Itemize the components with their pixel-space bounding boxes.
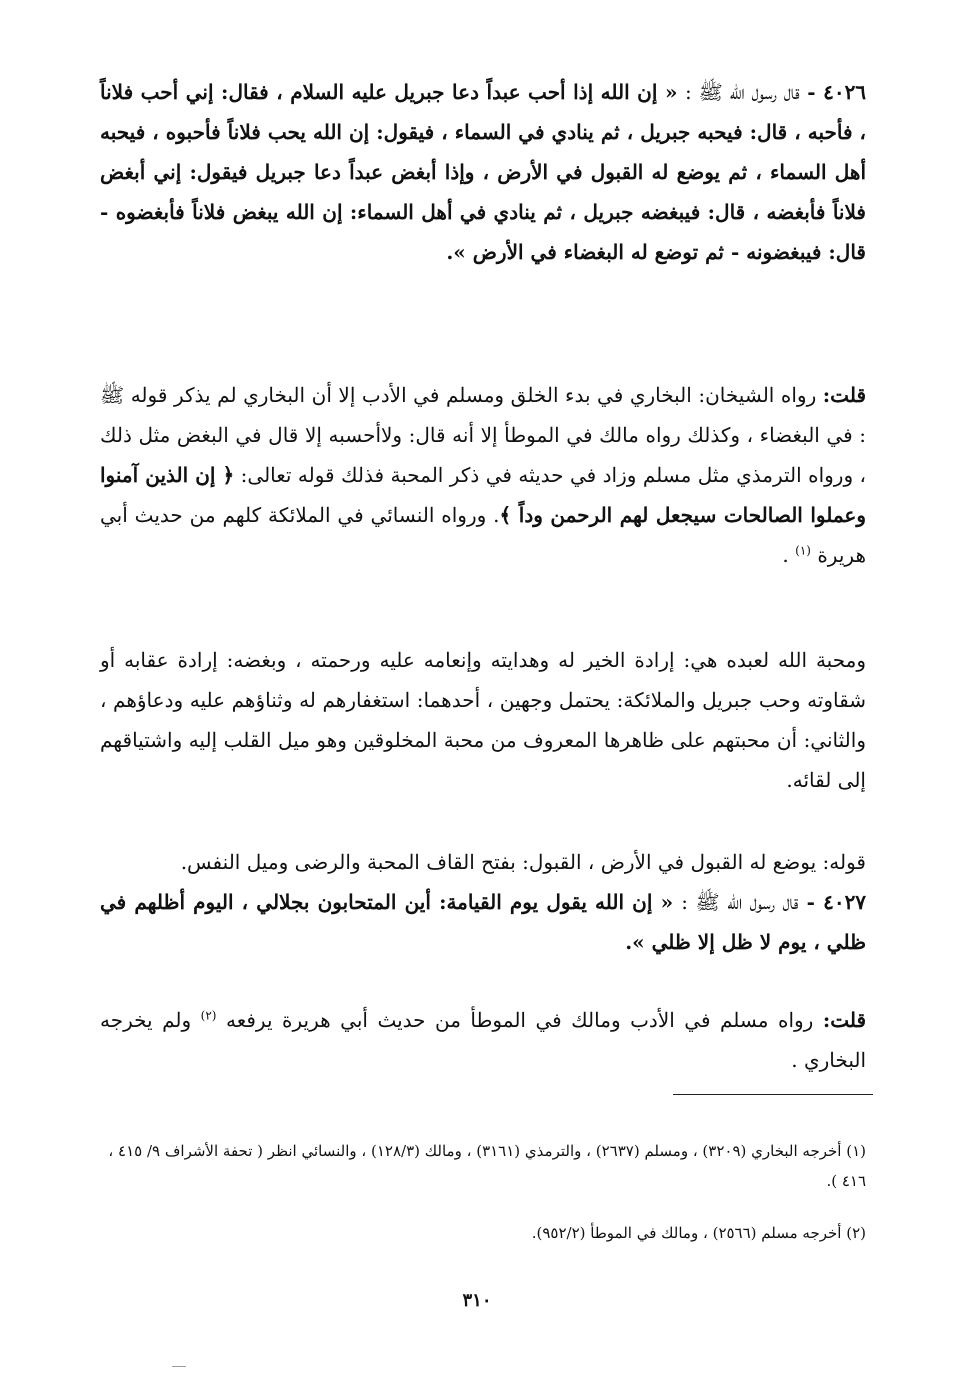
hadith-text: « إن الله يقول يوم القيامة: أين المتحابون بجلالي ، اليوم أظلهم في ظلي ، يوم لا ظل إلا ظلي ». — [100, 890, 866, 954]
footnote-2: (٢) أخرجه مسلم (٢٥٦٦) ، ومالك في الموطأ (٩٥٢/٢). — [531, 1224, 866, 1242]
commentary-text: رواه الشيخان: البخاري في بدء الخلق ومسلم في الأدب إلا أن البخاري لم يذكر قوله ﷺ : في البغضاء ، وكذلك رواه مالك في الموطأ إلا أنه قال: ولاأحسبه إلا قال في البغض مثل ذلك ، ورواه الترمذي مثل مسلم وزاد في حديثه في ذكر المحبة فذلك قوله تعالى: — [100, 383, 867, 487]
hadith-4027 — [100, 882, 866, 962]
explanation-acceptance: قوله: يوضع له القبول في الأرض ، القبول: بفتح القاف المحبة والرضى وميل النفس. — [180, 850, 866, 874]
hadith-number: ٤٠٢٦ - — [807, 80, 867, 104]
footnote-ref-1: (١) — [795, 543, 811, 558]
commentary-4027 — [100, 1000, 866, 1080]
page-number: ٣١٠ — [462, 1290, 492, 1311]
commentary-4026 — [100, 375, 866, 575]
commentary-label: قلت: — [822, 1008, 867, 1032]
sentence-end: . — [782, 543, 789, 567]
commentary-text-continued: . ورواه النسائي في الملائكة كلهم من حديث أبي هريرة — [100, 503, 866, 567]
hadith-intro: قال رسول الله ﷺ : — [681, 890, 799, 914]
commentary-text: رواه مسلم في الأدب ومالك في الموطأ من حديث أبي هريرة يرفعه — [225, 1008, 814, 1032]
explanation-love: ومحبة الله لعبده هي: إرادة الخير له وهدايته وإنعامه عليه ورحمته ، وبغضه: إرادة عقابه أو شقاوته وحب جبريل والملائكة: يحتمل وجهين ، أحدهما: استغفارهم له وثناؤهم عليه ودعاؤهم ، والثاني: أن محبتهم على ظاهرها المعروف من محبة المخلوقين وهو ميل القلب إليه واشتياقهم إلى لقائه. — [100, 648, 866, 792]
footnote-ref-2: (٢) — [200, 1008, 217, 1023]
hadith-text: « إن الله إذا أحب عبداً دعا جبريل عليه السلام ، فقال: إني أحب فلاناً ، فأحبه ، قال: فيحبه جبريل ، ثم ينادي في السماء ، فيقول: إن الله يحب فلاناً فأحبوه ، فيحبه أهل السماء ، ثم يوضع له القبول في الأرض ، وإذا أبغض عبداً دعا جبريل فيقول: إني أبغض فلاناً فأبغضه ، قال: فيبغضه جبريل ، ثم ينادي في أهل السماء: إن الله يبغض فلاناً فأبغضوه - قال: فيبغضونه - ثم توضع له البغضاء في الأرض ». — [100, 80, 867, 264]
quran-verse: ﴿ إن الذين آمنوا وعملوا الصالحات سيجعل لهم الرحمن وداً ﴾ — [100, 463, 866, 527]
commentary-label: قلت: — [822, 383, 866, 407]
hadith-4026 — [100, 72, 866, 272]
footnote-1: (١) أخرجه البخاري (٣٢٠٩) ، ومسلم (٢٦٣٧) ، والترمذي (٣١٦١) ، ومالك (١٢٨/٣) ، والنسائي انظر ( تحفة الأشراف ٩/ ٤١٥ ، ٤١٦ ). — [108, 1142, 866, 1190]
commentary-text-continued: ولم يخرجه البخاري . — [100, 1008, 866, 1072]
hadith-number: ٤٠٢٧ - — [806, 890, 867, 914]
scan-speck — [172, 1366, 186, 1367]
hadith-intro: قال رسول الله ﷺ : — [684, 80, 800, 104]
footnote-divider — [673, 1094, 873, 1095]
